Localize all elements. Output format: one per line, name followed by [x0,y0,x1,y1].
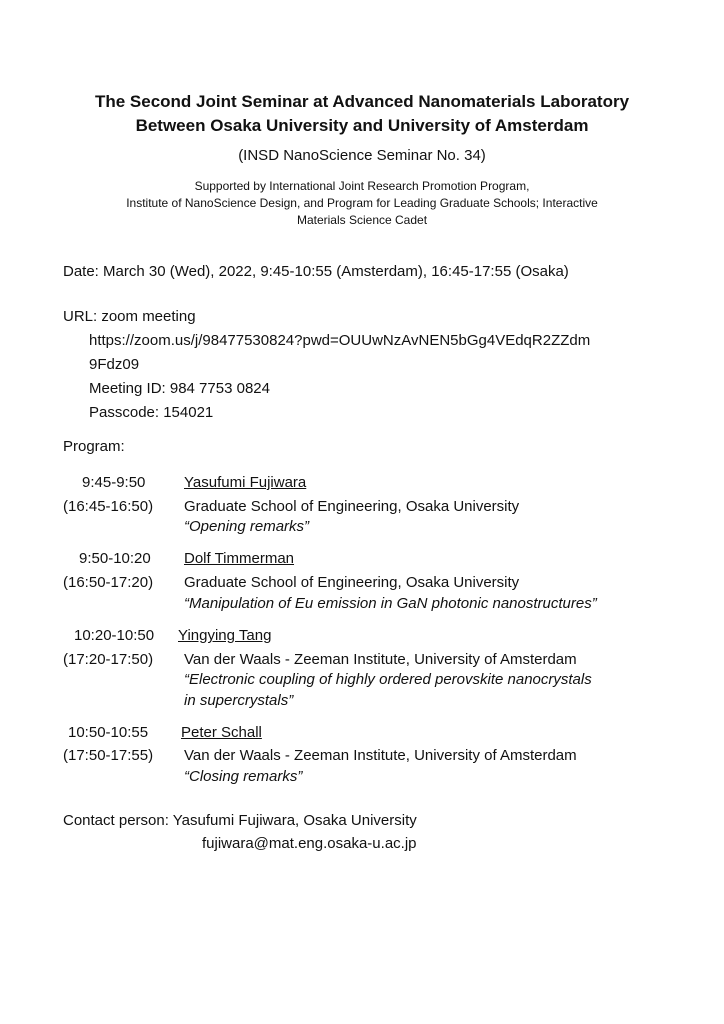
contact-person: Contact person: Yasufumi Fujiwara, Osaka University [63,812,417,829]
time-osaka: (16:45-16:50) [63,498,154,515]
title-line-2: Between Osaka University and University of Amsterdam [135,116,589,135]
talk-title: “Opening remarks” [184,518,310,535]
date-line: Date: March 30 (Wed), 2022, 9:45-10:55 (Amsterdam), 16:45-17:55 (Osaka) [63,263,569,280]
time-amsterdam: 9:45-9:50 [82,474,146,491]
talk-title-continued: in supercrystals” [184,692,294,709]
zoom-link-continued[interactable]: 9Fdz09 [89,356,140,373]
support-line-2: Institute of NanoScience Design, and Program for Leading Graduate Schools; Interactive [126,196,598,210]
seminar-series: (INSD NanoScience Seminar No. 34) [238,147,486,164]
time-amsterdam: 9:50-10:20 [79,550,151,567]
speaker-affiliation: Graduate School of Engineering, Osaka University [184,574,520,591]
speaker-name: Yasufumi Fujiwara [184,474,307,491]
time-amsterdam: 10:20-10:50 [74,627,155,644]
talk-title: “Electronic coupling of highly ordered perovskite nanocrystals [184,671,592,688]
talk-title: “Closing remarks” [184,768,303,785]
passcode: Passcode: 154021 [89,404,214,421]
program-label: Program: [63,438,125,455]
support-line-1: Supported by International Joint Research Promotion Program, [194,179,530,193]
support-line-3: Materials Science Cadet [296,213,428,227]
meeting-id: Meeting ID: 984 7753 0824 [89,380,270,397]
speaker-affiliation: Graduate School of Engineering, Osaka University [184,498,520,515]
speaker-affiliation: Van der Waals - Zeeman Institute, University of Amsterdam [184,651,577,668]
title-line-1: The Second Joint Seminar at Advanced Nanomaterials Laboratory [94,92,630,111]
speaker-affiliation: Van der Waals - Zeeman Institute, University of Amsterdam [184,747,577,764]
talk-title: “Manipulation of Eu emission in GaN photonic nanostructures” [184,595,597,612]
zoom-link[interactable]: https://zoom.us/j/98477530824?pwd=OUUwNzAvNEN5bGg4VEdqR2ZZdm [89,332,591,349]
contact-email[interactable]: fujiwara@mat.eng.osaka-u.ac.jp [202,835,417,852]
url-label: URL: zoom meeting [63,308,196,325]
speaker-name: Yingying Tang [178,627,272,644]
time-osaka: (16:50-17:20) [63,574,154,591]
speaker-name: Dolf Timmerman [184,550,295,567]
speaker-name: Peter Schall [181,724,262,741]
time-amsterdam: 10:50-10:55 [68,724,149,741]
time-osaka: (17:20-17:50) [63,651,154,668]
time-osaka: (17:50-17:55) [63,747,154,764]
